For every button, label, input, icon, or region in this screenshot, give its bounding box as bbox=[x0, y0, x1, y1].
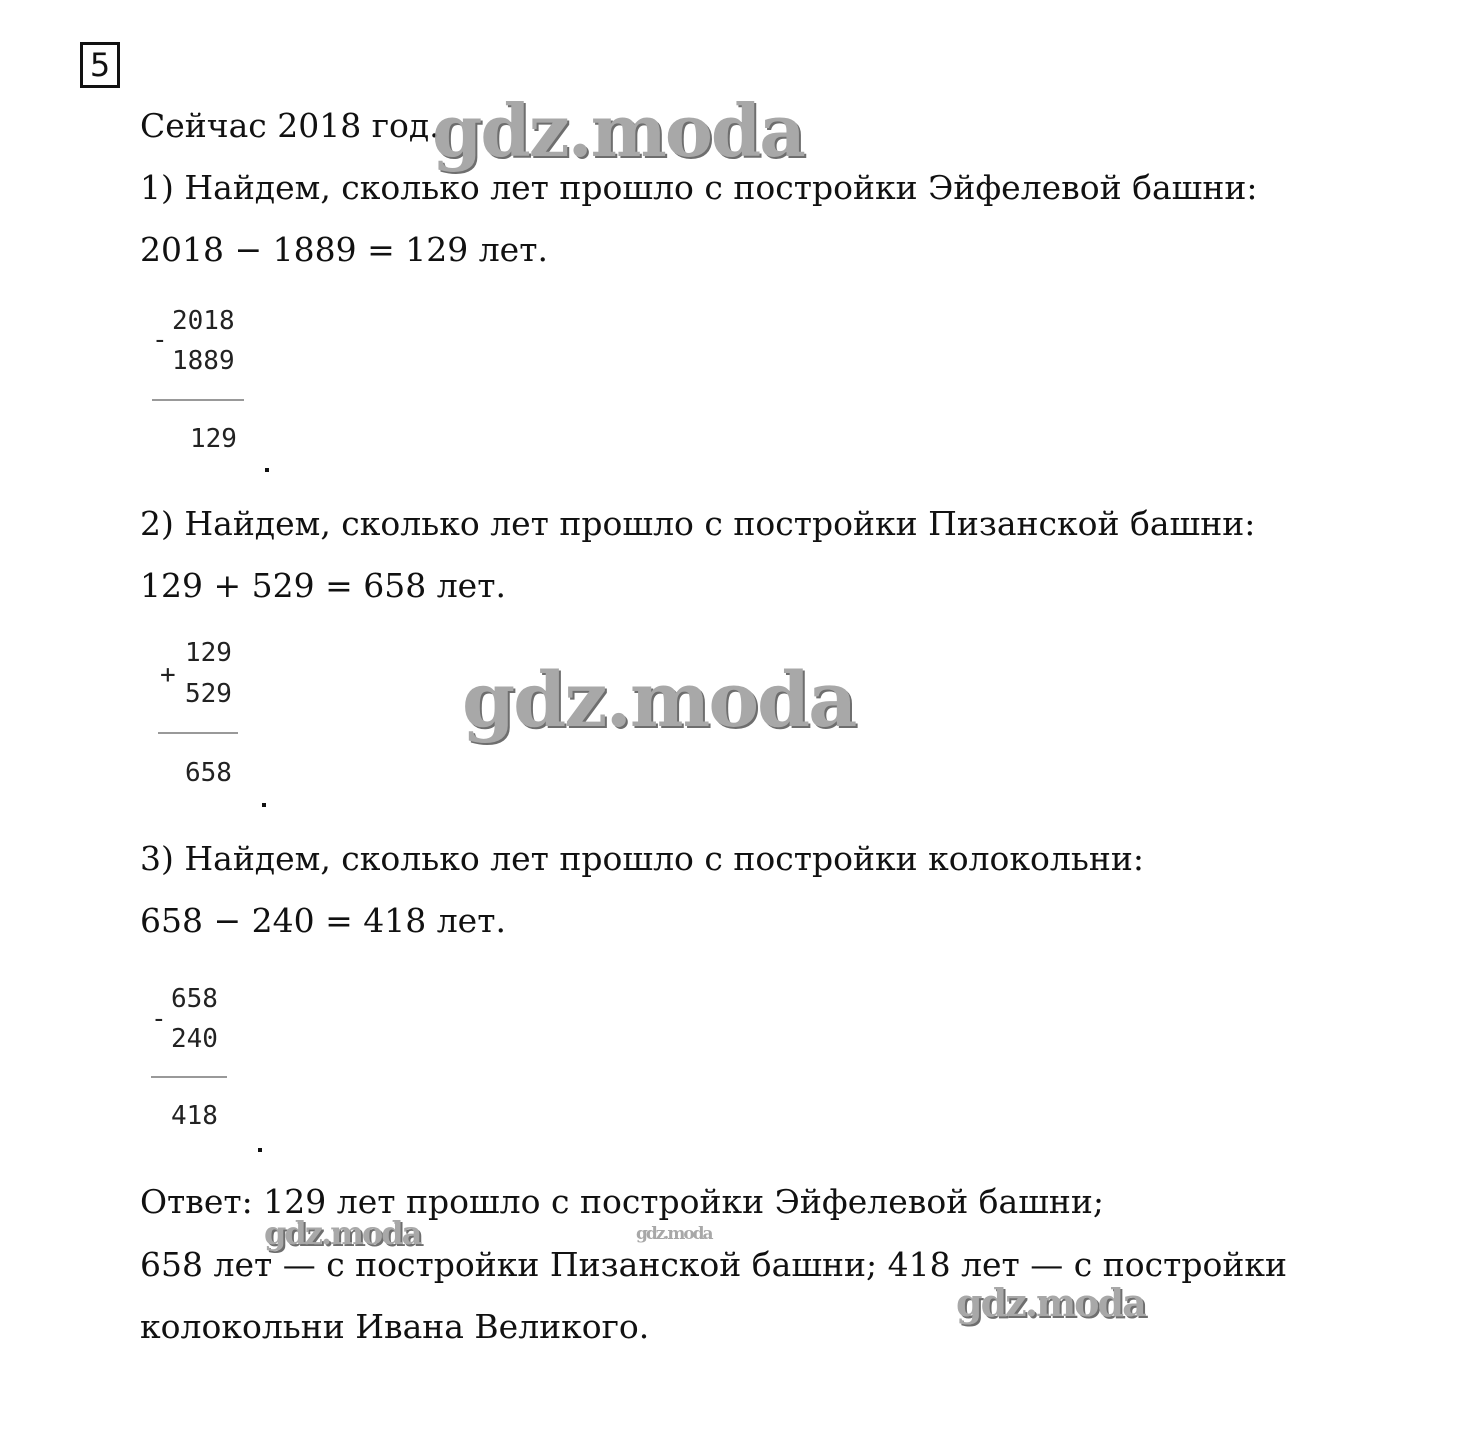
text-line: Сейчас 2018 год. bbox=[140, 106, 440, 145]
text-line: 1) Найдем, сколько лет прошло с постройки Эйфелевой башни: bbox=[140, 168, 1258, 207]
watermark: gdz.moda bbox=[636, 1224, 712, 1244]
text-line: 2018 − 1889 = 129 лет. bbox=[140, 230, 548, 269]
watermark: gdz.moda bbox=[462, 655, 856, 744]
dot bbox=[262, 803, 266, 807]
watermark: gdz.moda bbox=[956, 1280, 1145, 1325]
calc1-b: 1889 bbox=[172, 346, 235, 376]
text-line: 129 + 529 = 658 лет. bbox=[140, 566, 506, 605]
dot bbox=[265, 468, 269, 472]
watermark: gdz.moda bbox=[432, 88, 804, 173]
calc1-result: 129 bbox=[190, 424, 237, 454]
calc1-a: 2018 bbox=[172, 306, 235, 336]
text-line: 658 − 240 = 418 лет. bbox=[140, 901, 506, 940]
calc2-result: 658 bbox=[185, 758, 232, 788]
answer-line: колокольни Ивана Великого. bbox=[140, 1307, 650, 1346]
watermark: gdz.moda bbox=[264, 1214, 421, 1252]
text-line: 3) Найдем, сколько лет прошло с постройки колокольни: bbox=[140, 839, 1144, 878]
calc3-a: 658 bbox=[171, 984, 218, 1014]
calc1-rule bbox=[152, 399, 244, 401]
dot bbox=[258, 1148, 262, 1152]
calc3-rule bbox=[151, 1076, 227, 1078]
calc1-op: - bbox=[152, 325, 168, 355]
calc2-a: 129 bbox=[185, 638, 232, 668]
calc3-b: 240 bbox=[171, 1024, 218, 1054]
calc2-rule bbox=[158, 732, 238, 734]
task-number: 5 bbox=[80, 42, 120, 88]
text-line: 2) Найдем, сколько лет прошло с постройки Пизанской башни: bbox=[140, 504, 1256, 543]
calc3-result: 418 bbox=[171, 1101, 218, 1131]
answer-line: 658 лет — с постройки Пизанской башни; 418 лет — с постройки bbox=[140, 1245, 1287, 1284]
calc2-b: 529 bbox=[185, 679, 232, 709]
calc2-op: + bbox=[160, 660, 176, 690]
calc3-op: - bbox=[151, 1004, 167, 1034]
answer-line: Ответ: 129 лет прошло с постройки Эйфелевой башни; bbox=[140, 1182, 1105, 1221]
